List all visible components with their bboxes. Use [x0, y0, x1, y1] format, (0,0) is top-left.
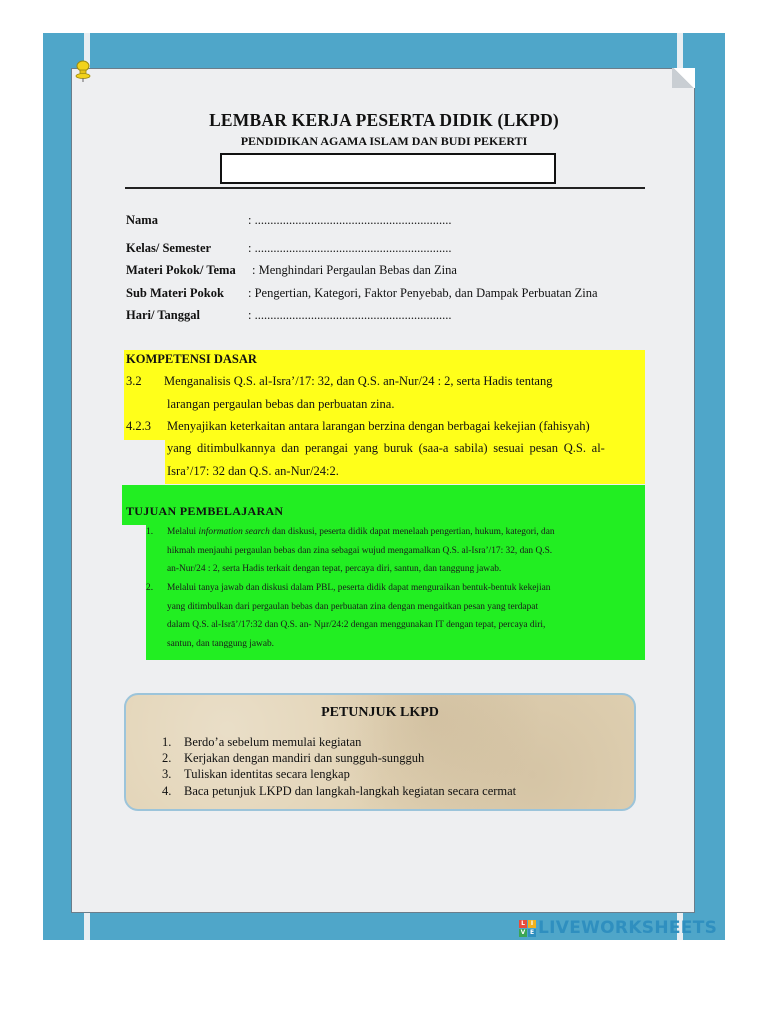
logo-text: LIVEWORKSHEETS — [538, 918, 718, 938]
identity-value: : Menghindari Pergaulan Bebas dan Zina — [252, 263, 457, 277]
identity-value[interactable]: : ............................................................... — [248, 213, 452, 227]
logo-mark-icon: L I V E — [520, 919, 535, 936]
identity-label: Kelas/ Semester — [126, 241, 212, 255]
petunjuk-item: 1. Berdo’a sebelum memulai kegiatan — [162, 735, 362, 749]
tujuan-number: 1. — [146, 527, 154, 537]
identity-value[interactable]: : ............................................................... — [248, 241, 452, 255]
identity-value[interactable]: : ............................................................... — [248, 308, 452, 322]
student-name-input-box[interactable] — [220, 153, 556, 184]
header-divider — [125, 187, 645, 189]
kompetensi-dasar-section — [124, 350, 645, 484]
identity-label: Hari/ Tanggal — [126, 308, 200, 322]
kd-line: Menganalisis Q.S. al-Isra’/17: 32, dan Q.S. an-Nur/24 : 2, serta Hadis tentang — [164, 374, 553, 388]
kd-line: larangan pergaulan bebas dan perbuatan zina. — [167, 397, 395, 411]
identity-value: : Pengertian, Kategori, Faktor Penyebab, dan Dampak Perbuatan Zina — [248, 286, 598, 300]
tujuan-heading: TUJUAN PEMBELAJARAN — [126, 504, 284, 518]
page-fold-corner — [672, 68, 695, 88]
worksheet-title: LEMBAR KERJA PESERTA DIDIK (LKPD) — [209, 110, 559, 130]
tujuan-line: hikmah menjauhi pergaulan bebas dan zina sebagai wujud mengamalkan Q.S. al-Isra’/17: 32, dan Q.S. — [167, 546, 553, 556]
tujuan-line: dalam Q.S. al-Isrā’/17:32 dan Q.S. an- Nµr/24:2 dengan menggunakan IT dengan tepat, percaya diri, — [167, 620, 546, 630]
petunjuk-heading: PETUNJUK LKPD — [321, 705, 439, 720]
tujuan-pembelajaran-section — [122, 485, 645, 660]
tujuan-line: santun, dan tanggung jawab. — [167, 639, 275, 649]
liveworksheets-logo[interactable] — [519, 917, 717, 939]
worksheet-subtitle: PENDIDIKAN AGAMA ISLAM DAN BUDI PEKERTI — [240, 134, 528, 148]
kd-number: 3.2 — [126, 374, 142, 388]
kd-line: Isra’/17: 32 dan Q.S. an-Nur/24:2. — [167, 464, 339, 478]
tujuan-line: Melalui tanya jawab dan diskusi dalam PBL, peserta didik dapat menguraikan bentuk-bentuk kekejian — [167, 583, 551, 593]
tujuan-number: 2. — [146, 583, 154, 593]
kd-line: yang ditimbulkannya dan perangai yang buruk (saa-a sabila) sesuai pesan Q.S. al- — [167, 441, 605, 455]
identity-label: Nama — [126, 213, 158, 227]
identity-label: Sub Materi Pokok — [126, 286, 224, 300]
petunjuk-item: 2. Kerjakan dengan mandiri dan sungguh-sungguh — [162, 751, 425, 765]
tujuan-line: Melalui information search dan diskusi, peserta didik dapat menelaah pengertian, hukum, kategori, dan — [167, 527, 555, 537]
tujuan-line: yang ditimbulkan dari pergaulan bebas dan perbuatan zina dengan mengaitkan pesan yang terdapat — [167, 602, 539, 612]
kd-line: Menyajikan keterkaitan antara larangan berzina dengan berbagai kekejian (fahisyah) — [167, 419, 590, 433]
petunjuk-box — [124, 693, 636, 811]
petunjuk-item: 3. Tuliskan identitas secara lengkap — [162, 767, 350, 781]
kompetensi-heading: KOMPETENSI DASAR — [126, 352, 257, 366]
kd-number: 4.2.3 — [126, 419, 151, 433]
petunjuk-item: 4. Baca petunjuk LKPD dan langkah-langkah kegiatan secara cermat — [162, 784, 517, 798]
tujuan-line: an-Nur/24 : 2, serta Hadis terkait dengan tepat, percaya diri, santun, dan tanggung jawab. — [167, 564, 502, 574]
identity-label: Materi Pokok/ Tema — [126, 263, 236, 277]
pushpin-icon — [75, 60, 91, 82]
